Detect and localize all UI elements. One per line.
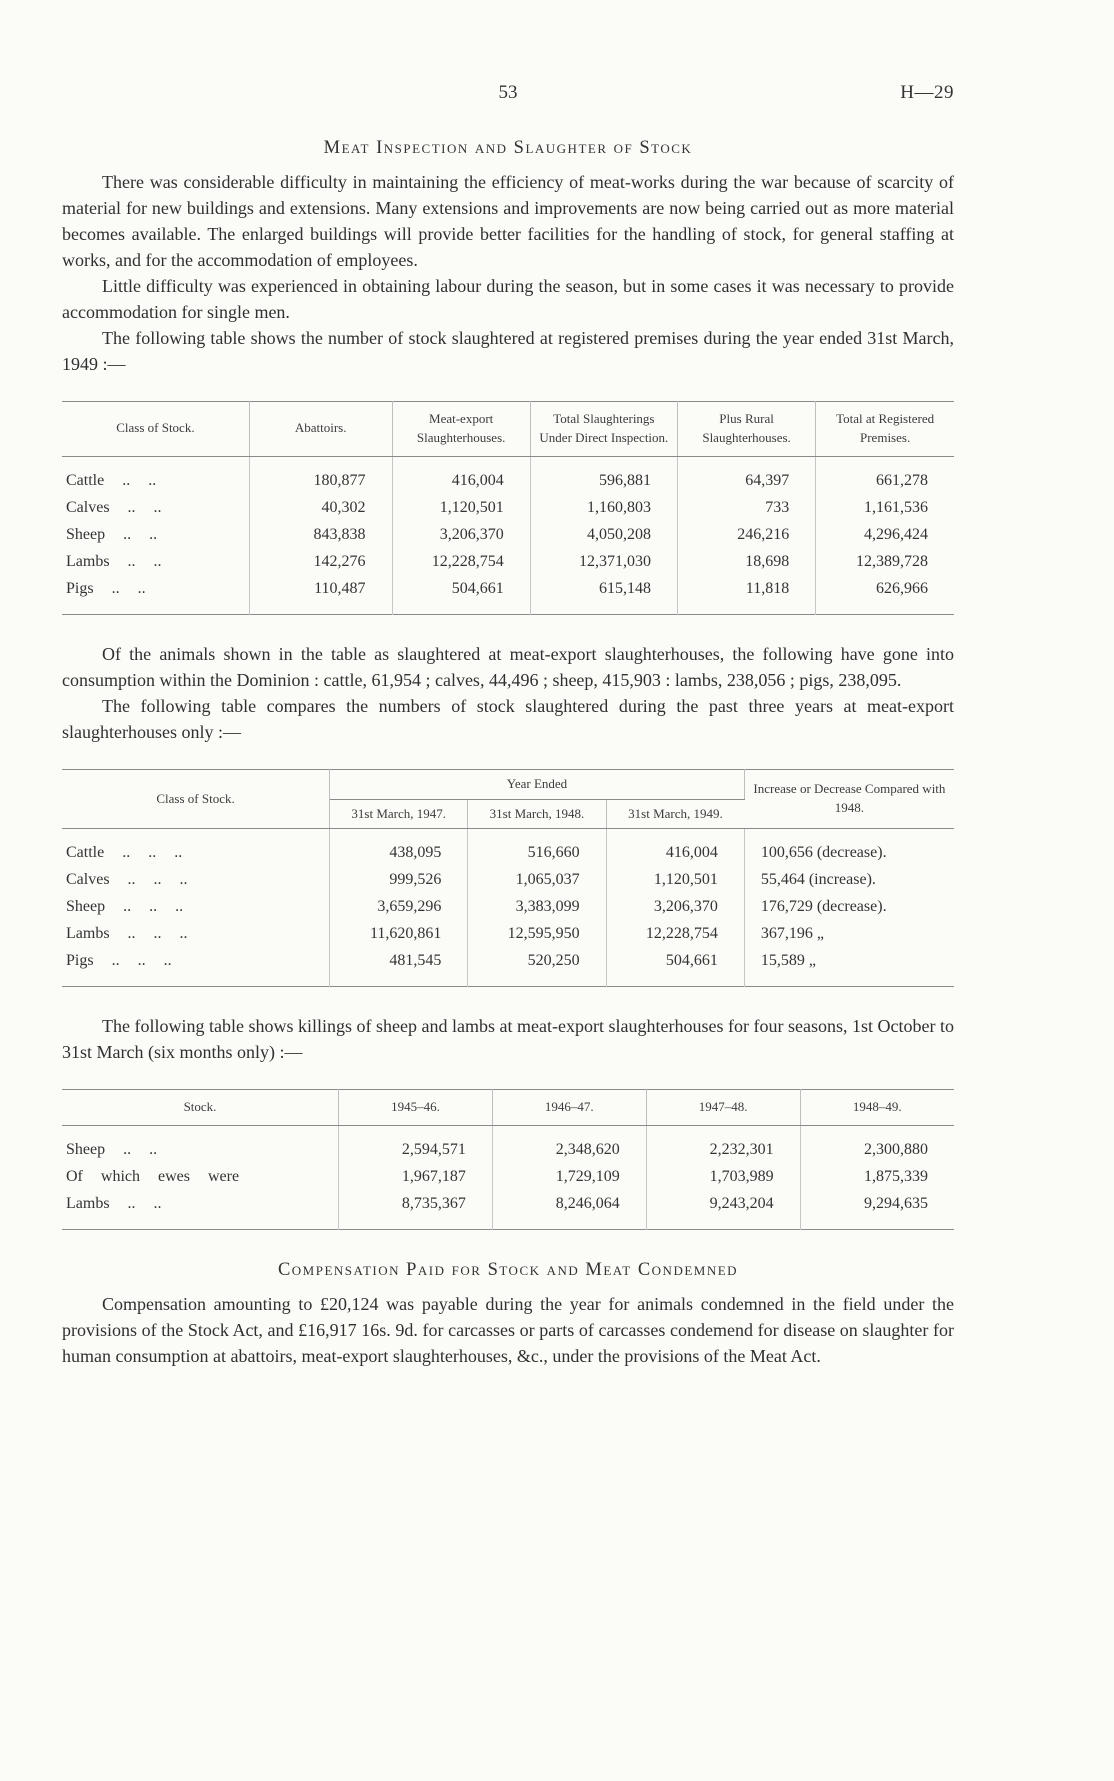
table-cell: 3,383,099 <box>468 893 606 920</box>
table-cell: 2,594,571 <box>339 1126 493 1164</box>
table-cell: Lambs .. .. <box>62 548 249 575</box>
column-header-march-1947: 31st March, 1947. <box>330 799 468 829</box>
table-cell: 11,818 <box>677 575 815 615</box>
paragraph-table3-intro: The following table shows killings of sheep and lambs at meat-export slaughterhouses for four seasons, 1st October to 31st March (six months only) :— <box>62 1016 954 1063</box>
paragraph-table1-intro: The following table shows the number of stock slaughtered at registered premises during the year ended 31st March, 1949 :— <box>62 328 954 374</box>
table-cell: Sheep .. .. .. <box>62 893 330 920</box>
table-cell: 55,464 (increase). <box>760 871 876 889</box>
table-cell: Of which ewes were <box>62 1163 339 1190</box>
table-cell: 2,232,301 <box>646 1126 800 1164</box>
table-cell: 733 <box>677 494 815 521</box>
paragraph-compensation: Compensation amounting to £20,124 was payable during the year for animals condemned in the field under the provisions of the Stock Act, and £16,917 16s. 9d. for carcasses or parts of carcasses condemend for disease on slaughter for human consumption at abattoirs, meat-export slaughterhouses, &c., under the provisions of the Meat Act. <box>62 1294 954 1367</box>
section-title-compensation: Compensation Paid for Stock and Meat Condemned <box>277 1260 739 1281</box>
column-header-1947-48: 1947–48. <box>646 1090 800 1126</box>
table-three-year-body <box>62 829 954 987</box>
table-row <box>62 893 954 920</box>
page-header <box>62 82 954 104</box>
paragraph-table2-intro: The following table compares the numbers of stock slaughtered during the past three years at meat-export slaughterhouses only :— <box>62 695 954 742</box>
table-cell: 1,160,803 <box>530 494 677 521</box>
table-cell: 4,296,424 <box>864 525 928 543</box>
table-cell: 596,881 <box>530 456 677 494</box>
table-cell: Pigs .. .. <box>62 575 249 615</box>
table-row <box>62 920 954 947</box>
table-cell: 2,348,620 <box>492 1126 646 1164</box>
table-row <box>62 494 954 521</box>
table-cell: 40,302 <box>249 494 392 521</box>
table-header-row <box>62 402 954 457</box>
table-cell: 246,216 <box>677 521 815 548</box>
table-cell: 1,161,536 <box>864 498 928 516</box>
table-cell: 15,589 „ <box>760 952 816 970</box>
table-cell: 2,300,880 <box>864 1141 928 1159</box>
table-cell: Calves .. .. <box>62 494 249 521</box>
document-reference: H—29 <box>900 82 954 103</box>
table-cell: 1,729,109 <box>492 1163 646 1190</box>
table-registered-premises-body <box>62 456 954 614</box>
paragraph-meat-works-difficulty: There was considerable difficulty in maintaining the efficiency of meat-works during the war because of scarcity of material for new buildings and extensions. Many extensions and improvements are now being carried out as more material becomes available. The enlarged buildings will provide better facilities for the handling of stock, for general staffing at works, and for the accommodation of employees. <box>62 172 954 270</box>
table-cell: 661,278 <box>876 471 928 489</box>
table-row <box>62 548 954 575</box>
column-header-stock: Stock. <box>62 1090 339 1126</box>
column-header-total-registered: Total at Registered Premises. <box>816 402 954 457</box>
column-header-meat-export: Meat-export Slaughterhouses. <box>392 402 530 457</box>
column-header-march-1949: 31st March, 1949. <box>606 799 744 829</box>
table-seasonal-killings <box>62 1089 954 1230</box>
page-number: 53 <box>498 82 518 103</box>
table-cell: 516,660 <box>468 829 606 867</box>
table-cell: 999,526 <box>330 866 468 893</box>
table-row <box>62 521 954 548</box>
table-row <box>62 829 954 867</box>
table-cell: 176,729 (decrease). <box>760 898 887 916</box>
column-header-plus-rural: Plus Rural Slaughterhouses. <box>677 402 815 457</box>
table-cell: 100,656 (decrease). <box>760 844 887 862</box>
table-cell: 626,966 <box>876 579 928 597</box>
table-cell: 843,838 <box>249 521 392 548</box>
column-header-1946-47: 1946–47. <box>492 1090 646 1126</box>
table-cell: 1,967,187 <box>339 1163 493 1190</box>
table-cell: 520,250 <box>468 947 606 987</box>
table-three-year-comparison <box>62 769 954 988</box>
table-cell: Cattle .. .. .. <box>62 829 330 867</box>
table-cell: 3,206,370 <box>392 521 530 548</box>
column-header-1948-49: 1948–49. <box>800 1090 954 1126</box>
table-cell: 3,659,296 <box>330 893 468 920</box>
table-registered-premises <box>62 401 954 615</box>
table-registered-premises-head <box>62 402 954 457</box>
table-seasonal-body <box>62 1126 954 1230</box>
table-cell: 1,120,501 <box>606 866 744 893</box>
column-header-total-direct-inspection: Total Slaughterings Under Direct Inspection. <box>530 402 677 457</box>
table-cell: 110,487 <box>249 575 392 615</box>
table-cell: 9,294,635 <box>864 1195 928 1213</box>
table-cell: 615,148 <box>530 575 677 615</box>
table-header-row <box>62 1090 954 1126</box>
section-title-meat-inspection: Meat Inspection and Slaughter of Stock <box>323 138 693 158</box>
table-cell: 3,206,370 <box>606 893 744 920</box>
table-cell: 12,389,728 <box>856 552 928 570</box>
table-row <box>62 1163 954 1190</box>
table-header-row <box>62 769 954 799</box>
table-cell: 9,243,204 <box>646 1190 800 1230</box>
table-cell: 64,397 <box>677 456 815 494</box>
table-cell: 367,196 „ <box>760 925 824 943</box>
column-header-class-of-stock: Class of Stock. <box>62 769 330 829</box>
table-cell: 18,698 <box>677 548 815 575</box>
table-cell: 504,661 <box>606 947 744 987</box>
column-header-1945-46: 1945–46. <box>339 1090 493 1126</box>
table-cell: 481,545 <box>330 947 468 987</box>
table-cell: 504,661 <box>392 575 530 615</box>
column-group-header-year-ended: Year Ended <box>330 769 745 799</box>
table-cell: 12,228,754 <box>606 920 744 947</box>
table-cell: Cattle .. .. <box>62 456 249 494</box>
table-row <box>62 575 954 615</box>
column-header-class-of-stock: Class of Stock. <box>62 402 249 457</box>
table-cell: 1,703,989 <box>646 1163 800 1190</box>
table-row <box>62 1190 954 1230</box>
table-cell: 12,371,030 <box>530 548 677 575</box>
table-cell: 180,877 <box>249 456 392 494</box>
table-row <box>62 456 954 494</box>
column-header-abattoirs: Abattoirs. <box>249 402 392 457</box>
table-cell: 1,875,339 <box>864 1168 928 1186</box>
table-cell: 12,228,754 <box>392 548 530 575</box>
table-cell: Lambs .. .. .. <box>62 920 330 947</box>
table-three-year-head <box>62 769 954 829</box>
table-cell: 4,050,208 <box>530 521 677 548</box>
table-cell: 11,620,861 <box>330 920 468 947</box>
table-cell: Lambs .. .. <box>62 1190 339 1230</box>
paragraph-dominion-consumption: Of the animals shown in the table as slaughtered at meat-export slaughterhouses, the following have gone into consumption within the Dominion : cattle, 61,954 ; calves, 44,496 ; sheep, 415,903 : lambs, 238,056 ; pigs, 238,095. <box>62 643 954 690</box>
column-header-march-1948: 31st March, 1948. <box>468 799 606 829</box>
table-cell: 438,095 <box>330 829 468 867</box>
table-cell: 416,004 <box>606 829 744 867</box>
table-cell: 416,004 <box>392 456 530 494</box>
table-cell: Calves .. .. .. <box>62 866 330 893</box>
table-cell: Pigs .. .. .. <box>62 947 330 987</box>
table-row <box>62 947 954 987</box>
table-cell: 142,276 <box>249 548 392 575</box>
table-cell: 8,735,367 <box>339 1190 493 1230</box>
table-cell: Sheep .. .. <box>62 521 249 548</box>
table-cell: Sheep .. .. <box>62 1126 339 1164</box>
table-cell: 1,120,501 <box>392 494 530 521</box>
table-row <box>62 1126 954 1164</box>
paragraph-labour: Little difficulty was experienced in obtaining labour during the season, but in some cases it was necessary to provide accommodation for single men. <box>62 276 954 322</box>
column-header-increase-decrease: Increase or Decrease Compared with 1948. <box>744 769 954 829</box>
table-row <box>62 866 954 893</box>
table-seasonal-head <box>62 1090 954 1126</box>
table-cell: 1,065,037 <box>468 866 606 893</box>
table-cell: 8,246,064 <box>492 1190 646 1230</box>
table-cell: 12,595,950 <box>468 920 606 947</box>
